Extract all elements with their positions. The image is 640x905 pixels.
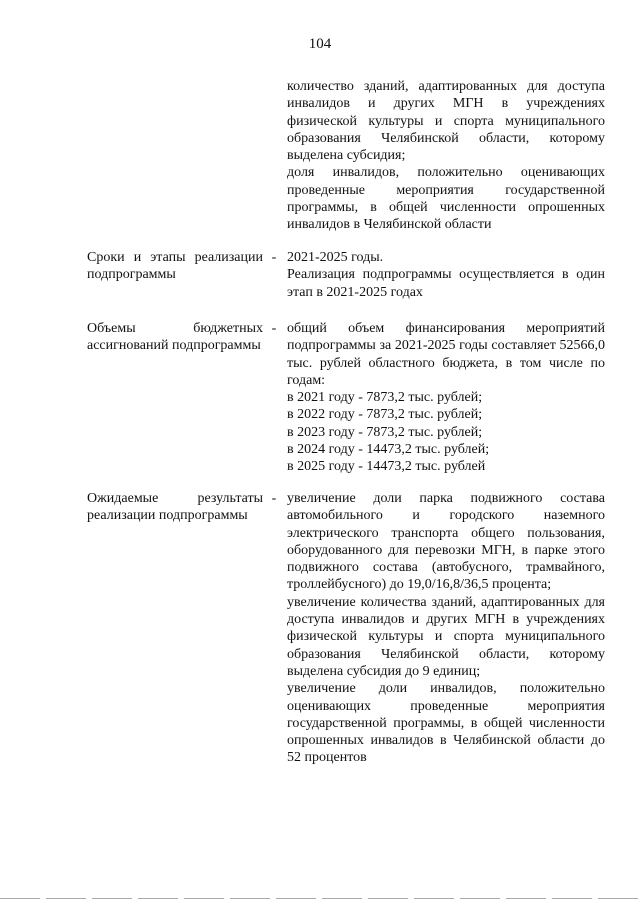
- section-value: [287, 249, 605, 301]
- paragraph: Реализация подпрограммы осуществляется в один этап в 2021-2025 годах: [287, 267, 605, 300]
- section-dash: -: [271, 491, 277, 506]
- paragraph: в 2021 году - 7873,2 тыс. рублей;: [287, 390, 483, 406]
- paragraph: увеличение доли парка подвижного состава автомобильного и городского наземного электрического транспорта общего пользования, оборудованного для перевозки МГН, в парке этого подвижного состава (автобусного, трамвайного, троллейбусного) до 19,0/16,8/36,5 процента;: [287, 491, 605, 593]
- section-label: Ожидаемые результаты реализации подпрограммы: [87, 491, 263, 524]
- paragraph: увеличение количества зданий, адаптированных для доступа инвалидов и других МГН в учреждениях физической культуры и спорта муниципального образования Челябинской области, которому выделена субсидия до 9 единиц;: [287, 594, 605, 679]
- paragraph: количество зданий, адаптированных для доступа инвалидов и других МГН в учреждениях физической культуры и спорта муниципального образования Челябинской области, которому выделена субсидия;: [287, 79, 605, 164]
- section-label: Сроки и этапы реализации подпрограммы: [87, 250, 263, 283]
- paragraph: в 2025 году - 14473,2 тыс. рублей: [287, 459, 486, 475]
- top-continuation-block: [287, 78, 605, 234]
- paragraph: доля инвалидов, положительно оценивающих проведенные мероприятия государственной программы, в общей численности опрошенных инвалидов в Челябинской области: [287, 165, 605, 233]
- section-value: [287, 320, 605, 476]
- paragraph: увеличение доли инвалидов, положительно оценивающих проведенные мероприятия государственной программы, в общей численности опрошенных инвалидов в Челябинской области до 52 процентов: [287, 681, 605, 766]
- paragraph: общий объем финансирования мероприятий подпрограммы за 2021-2025 годы составляет 52566,0 тыс. рублей областного бюджета, в том числе по годам:: [287, 321, 605, 388]
- paragraph: в 2024 году - 14473,2 тыс. рублей;: [287, 442, 490, 458]
- section-dash: -: [271, 250, 277, 265]
- section-label: Объемы бюджетных ассигнований подпрограммы: [87, 321, 263, 354]
- paragraph: в 2022 году - 7873,2 тыс. рублей;: [287, 407, 483, 423]
- paragraph: в 2023 году - 7873,2 тыс. рублей;: [287, 424, 483, 440]
- footer-rule: [0, 898, 640, 899]
- paragraph: 2021-2025 годы.: [287, 250, 384, 265]
- page-number: 104: [308, 36, 332, 52]
- section-dash: -: [271, 321, 277, 336]
- section-value: [287, 490, 605, 767]
